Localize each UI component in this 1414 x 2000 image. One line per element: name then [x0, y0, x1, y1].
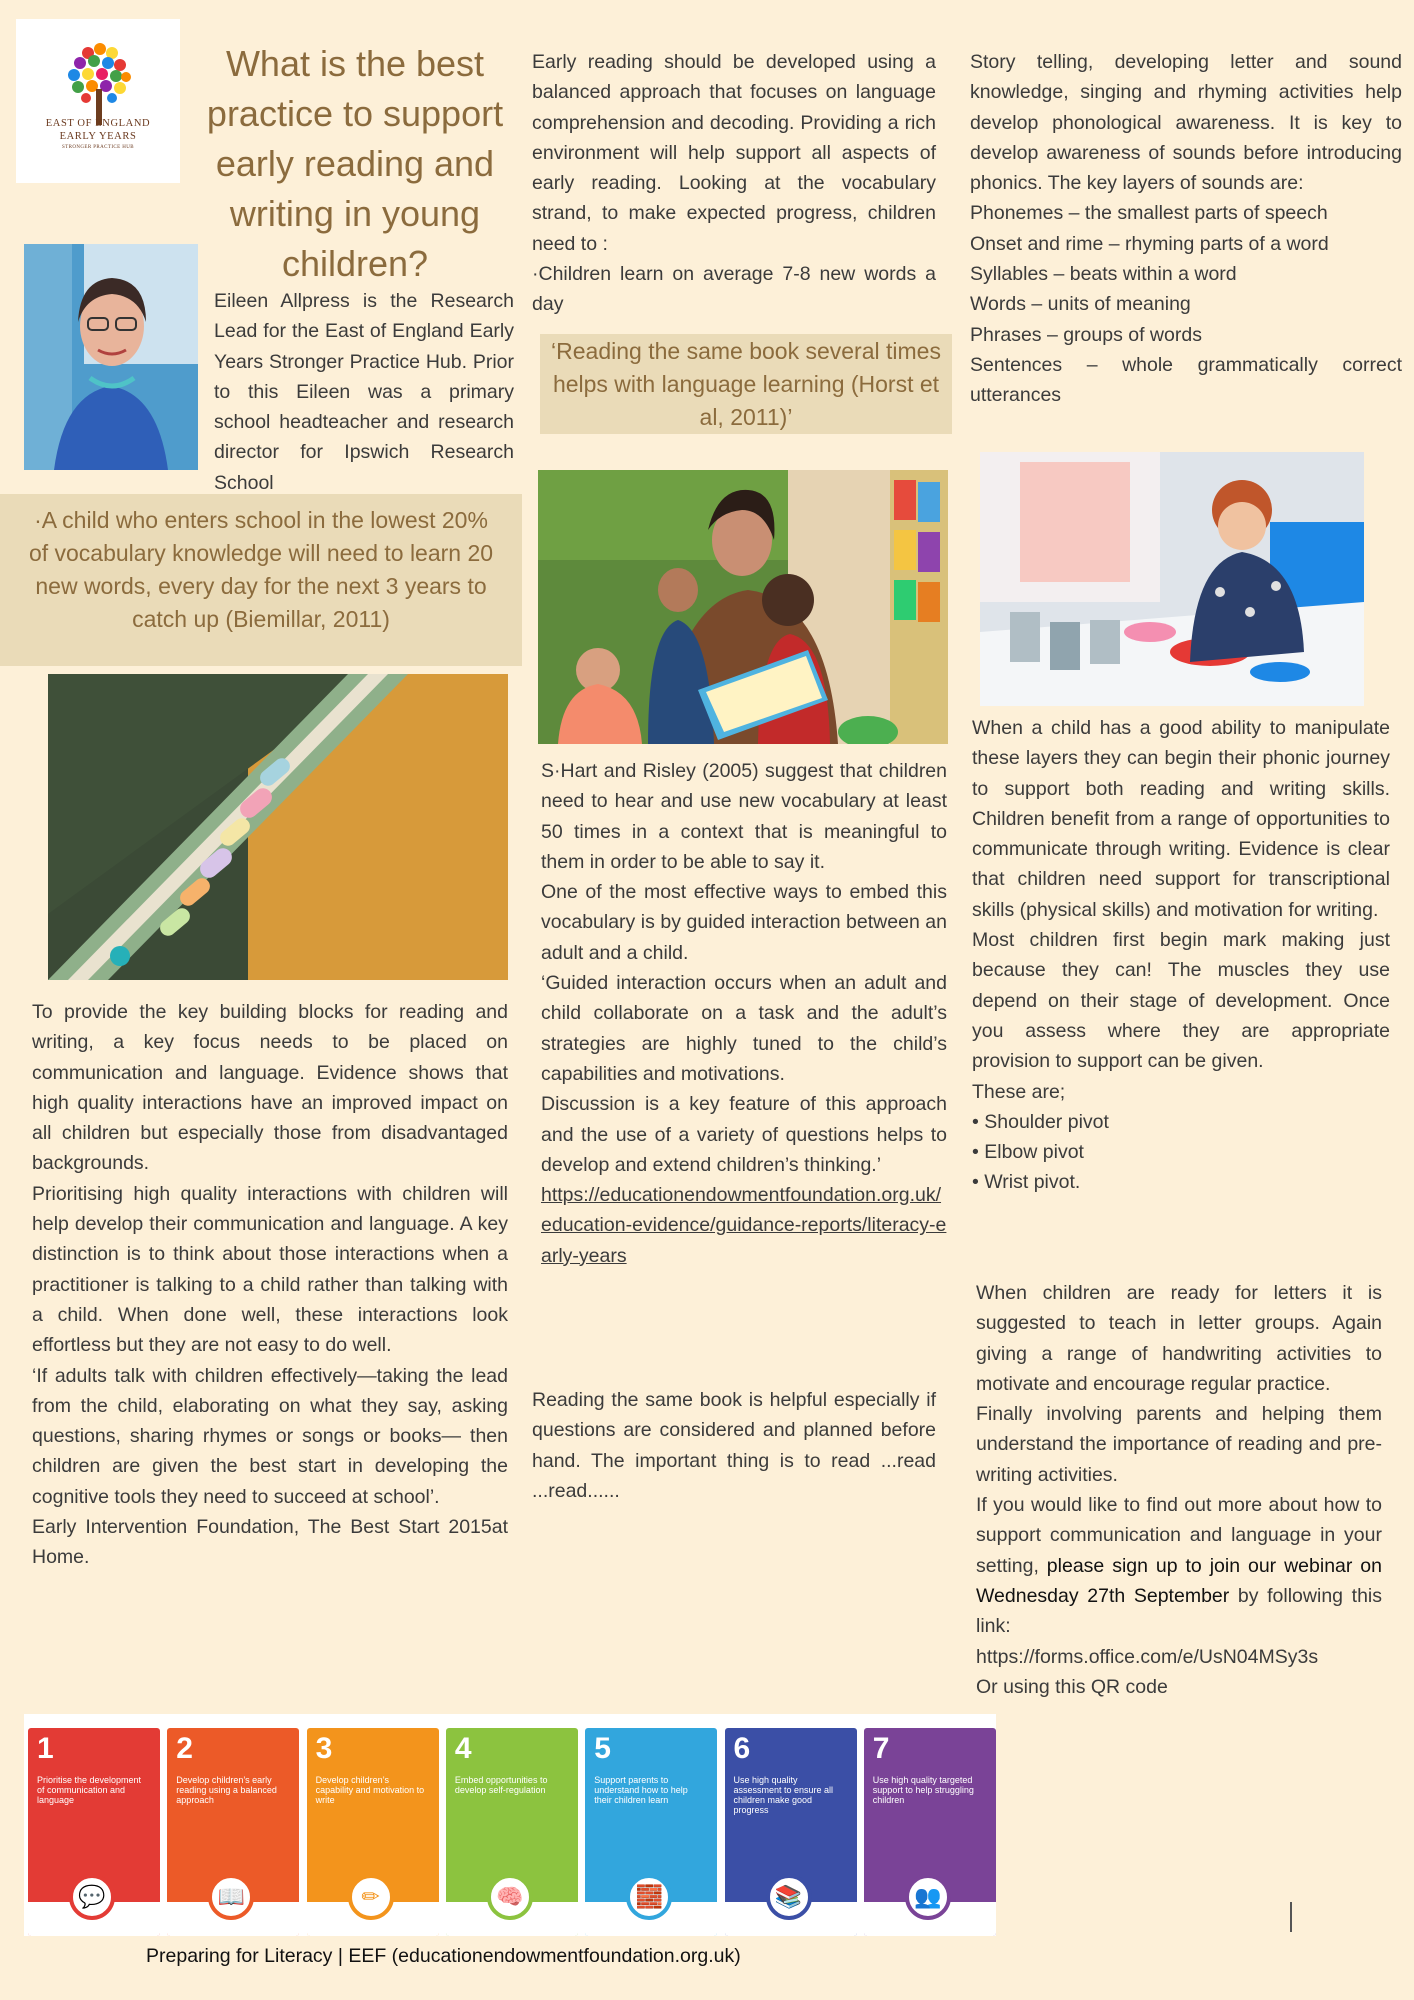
col2-paragraph: S·Hart and Risley (2005) suggest that children need to hear and use new vocabulary at least 50 times in a context that is meaningful to them in order to be able to say it.: [541, 760, 947, 873]
col2-paragraph: One of the most effective ways to embed this vocabulary is by guided interaction between an adult and a child.: [541, 881, 947, 964]
chalk-photo: [48, 674, 508, 980]
sound-layer-item: Onset and rime – rhyming parts of a word: [970, 232, 1329, 255]
divider-mark: [1290, 1902, 1292, 1932]
author-bio: Eileen Allpress is the Research Lead for the East of England Early Years Stronger Practice Hub. Prior to this Eileen was a primary school headteacher and research director for Ipswich Research School: [214, 290, 514, 494]
logo-line-2: EARLY YEARS: [59, 131, 137, 142]
eef-card-text: Develop children’s capability and motivation to write: [315, 1775, 425, 1805]
eef-card: [725, 1728, 857, 1936]
col1-paragraph: To provide the key building blocks for reading and writing, a key focus needs to be placed on communication and language. Evidence shows that high quality interactions have an improved impact on all children but especially those from disadvantaged backgrounds.: [32, 1001, 508, 1175]
sound-layer-item: Phonemes – the smallest parts of speech: [970, 202, 1328, 225]
author-photo: [24, 244, 198, 470]
books-icon: 📚: [766, 1874, 812, 1920]
column-3-top-text: [970, 47, 1402, 411]
reading-quote-box: [540, 334, 952, 434]
col3-paragraph: These are;: [972, 1080, 1066, 1103]
eef-card: [307, 1728, 439, 1936]
vocabulary-quote: ·A child who enters school in the lowest 20% of vocabulary knowledge will need to learn 20 new words, every day for the next 3 years to catch up (Biemillar, 2011): [28, 507, 494, 632]
vocabulary-quote-box: [0, 494, 522, 666]
logo-line-1: EAST OF ENGLAND: [45, 118, 151, 129]
pencil-icon: ✏: [348, 1874, 394, 1920]
eef-card-text: Use high quality assessment to ensure all children make good progress: [733, 1775, 834, 1815]
eef-card: [446, 1728, 578, 1936]
group-icon: 👥: [905, 1874, 951, 1920]
sound-layer-item: Words – units of meaning: [970, 293, 1191, 316]
hub-logo: [16, 19, 180, 183]
webinar-cta: please sign up to join our webinar on Wednesday 27th September: [976, 1554, 1382, 1607]
col3-paragraph: When a child has a good ability to manipulate these layers they can begin their phonic journey to support both reading and writing skills. Children benefit from a range of opportunities to communicate through writing. Evidence is clear that children need support for transcriptional skills (physical skills) and motivation for writing.: [972, 717, 1390, 921]
col3-paragraph: When children are ready for letters it is suggested to teach in letter groups. Again giving a range of handwriting activities to motivate and encourage regular practice.: [976, 1282, 1382, 1395]
eef-card-number: 4: [454, 1732, 472, 1765]
eef-card-number: 7: [872, 1732, 890, 1765]
pivot-item: • Elbow pivot: [972, 1141, 1084, 1164]
column-2-mid-text: [541, 756, 947, 1271]
eef-card-text: Embed opportunities to develop self-regulation: [454, 1775, 548, 1795]
eef-recommendations-strip: [24, 1714, 996, 1936]
webinar-after: by following this link:: [976, 1584, 1382, 1638]
eef-card-number: 3: [315, 1732, 333, 1765]
eef-card: [864, 1728, 996, 1936]
col1-paragraph: Early Intervention Foundation, The Best Start 2015at Home.: [32, 1516, 508, 1569]
eef-card: [28, 1728, 160, 1936]
col1-paragraph: ‘If adults talk with children effectively—taking the lead from the child, elaborating on what they say, asking questions, sharing rhymes or songs or books— then children are given the best start in developing the cognitive tools they need to succeed at school’.: [32, 1364, 508, 1508]
webinar-form-link[interactable]: https://forms.office.com/e/UsN04MSy3s: [976, 1645, 1319, 1668]
eef-card: [585, 1728, 717, 1936]
logo-line-3: STRONGER PRACTICE HUB: [61, 145, 135, 150]
book-icon: 📖: [208, 1874, 254, 1920]
webinar-invite: [976, 1490, 1382, 1641]
eef-card-number: 5: [594, 1732, 611, 1765]
sound-layer-item: Syllables – beats within a word: [970, 263, 1237, 286]
column-3-bottom-text: [976, 1278, 1382, 1702]
eef-card-number: 6: [733, 1732, 751, 1765]
col2-paragraph: Early reading should be developed using a balanced approach that focuses on language comprehension and decoding. Providing a rich environment will help support all aspects of early reading. Looking at the vocabulary strand, to make expected progress, children need to :: [532, 51, 936, 255]
page-title: What is the best practice to support early reading and writing in young children?: [206, 43, 504, 284]
col2-paragraph: ·Children learn on average 7-8 new words a day: [532, 263, 936, 316]
brain-icon: 🧠: [487, 1874, 533, 1920]
eef-card-text: Prioritise the development of communication and language: [37, 1775, 142, 1805]
sound-layer-item: Sentences – whole grammatically correct utterances: [970, 353, 1402, 407]
tree-logo-icon: [16, 19, 180, 183]
eef-card-text: Develop children’s early reading using a balanced approach: [176, 1775, 277, 1805]
eef-card: [167, 1728, 299, 1936]
col2-paragraph: Discussion is a key feature of this approach and the use of a variety of questions helps to develop and extend children’s thinking.’: [541, 1093, 947, 1176]
speech-bubbles-icon: 💬: [69, 1874, 115, 1920]
eef-card-number: 2: [176, 1732, 193, 1765]
child-painting-photo: [980, 452, 1364, 706]
footer-caption: Preparing for Literacy | EEF (educationendowmentfoundation.org.uk): [146, 1945, 741, 1967]
column-1-text: [32, 997, 508, 1573]
column-2-bottom-text: Reading the same book is helpful especially if questions are considered and planned before hand. The important thing is to read ...read ...read......: [532, 1389, 936, 1502]
adult-reading-photo: [538, 470, 948, 744]
col2-paragraph: ‘Guided interaction occurs when an adult and child collaborate on a task and the adult’s strategies are highly tuned to the child’s capabilities and motivations.: [541, 972, 947, 1085]
pivot-item: • Wrist pivot.: [972, 1171, 1081, 1194]
column-3-mid-text: [972, 713, 1390, 1198]
qr-code-note: Or using this QR code: [976, 1675, 1168, 1698]
eef-card-text: Support parents to understand how to help their children learn: [594, 1775, 688, 1805]
col3-paragraph: Most children first begin mark making just because they can! The muscles they use depend on their stage of development. Once you assess where they are appropriate provision to support can be given.: [972, 929, 1390, 1073]
webinar-intro: If you would like to find out more about how to support communication and language in your setting,: [976, 1494, 1382, 1577]
sound-layer-item: Phrases – groups of words: [970, 323, 1202, 346]
eef-card-text: Use high quality targeted support to help struggling children: [872, 1775, 974, 1805]
column-2-top-text: [532, 47, 936, 320]
pivot-item: • Shoulder pivot: [972, 1110, 1109, 1133]
eef-guidance-link[interactable]: https://educationendowmentfoundation.org.uk/education-evidence/guidance-reports/literacy-early-years: [541, 1184, 947, 1267]
blocks-icon: 🧱: [626, 1874, 672, 1920]
col3-paragraph: Story telling, developing letter and sound knowledge, singing and rhyming activities help develop phonological awareness. It is key to develop awareness of sounds before introducing phonics. The key layers of sounds are:: [970, 51, 1402, 195]
reading-quote: ‘Reading the same book several times helps with language learning (Horst et al, 2011)’: [551, 337, 941, 430]
col1-paragraph: Prioritising high quality interactions with children will help develop their communication and language. A key distinction is to think about those interactions when a practitioner is talking to a child rather than talking with a child. When done well, these interactions look effortless but they are not easy to do well.: [32, 1182, 508, 1357]
col3-paragraph: Finally involving parents and helping them understand the importance of reading and pre-writing activities.: [976, 1403, 1382, 1486]
eef-card-number: 1: [37, 1732, 54, 1765]
